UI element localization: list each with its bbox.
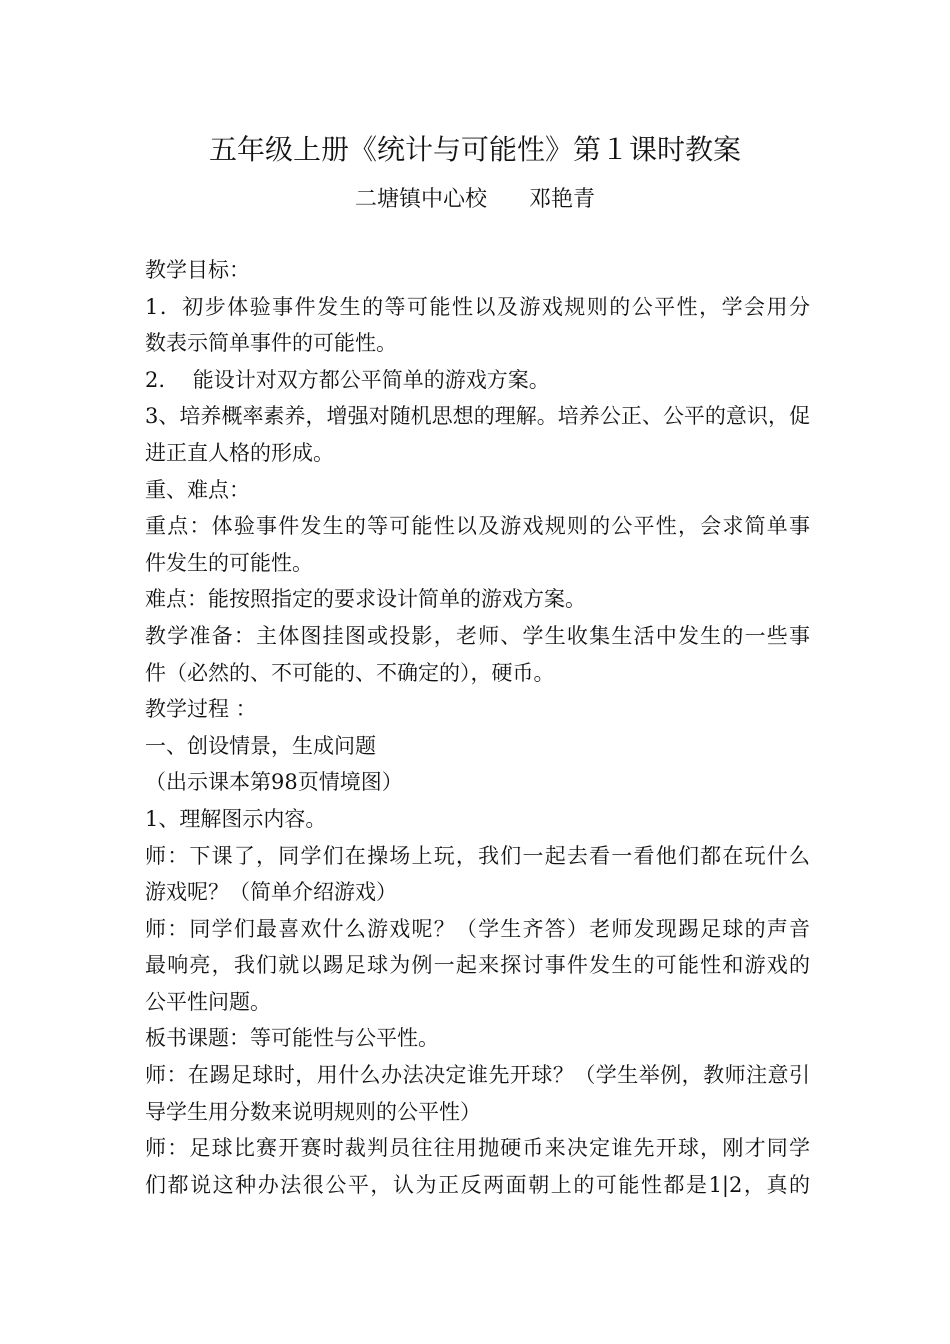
- text-line: 师：同学们最喜欢什么游戏呢？（学生齐答）老师发现踢足球的声音: [145, 916, 810, 941]
- text-line: 进正直人格的形成。: [145, 440, 334, 465]
- text-line: 师：足球比赛开赛时裁判员往往用抛硬币来决定谁先开球，刚才同学: [145, 1136, 810, 1161]
- text-line: 师：在踢足球时，用什么办法决定谁先开球？（学生举例，教师注意引: [145, 1063, 810, 1088]
- text-line: 1．初步体验事件发生的等可能性以及游戏规则的公平性，学会用分: [145, 294, 810, 319]
- text-line: 难点：能按照指定的要求设计简单的游戏方案。: [145, 587, 586, 612]
- text-line: 1、理解图示内容。: [145, 806, 327, 831]
- text-line: 3、培养概率素养，增强对随机思想的理解。培养公正、公平的意识，促: [145, 404, 810, 429]
- document-body: [145, 252, 810, 1203]
- text-line: 教学准备：主体图挂图或投影，老师、学生收集生活中发生的一些事: [145, 623, 810, 648]
- text-line: 游戏呢？（简单介绍游戏）: [145, 880, 397, 905]
- text-line: 公平性问题。: [145, 989, 271, 1014]
- text-line: 重、难点：: [145, 477, 250, 502]
- text-line: 们都说这种办法很公平，认为正反两面朝上的可能性都是1|2，真的: [145, 1172, 810, 1197]
- document-title: 五年级上册《统计与可能性》第１课时教案: [208, 133, 741, 166]
- author-line: 二塘镇中心校 邓艳青: [355, 187, 595, 212]
- text-line: 板书课题：等可能性与公平性。: [145, 1026, 439, 1051]
- text-line: 重点：体验事件发生的等可能性以及游戏规则的公平性，会求简单事: [145, 514, 810, 539]
- text-line: 数表示简单事件的可能性。: [145, 331, 397, 356]
- text-line: 2. 能设计对双方都公平简单的游戏方案。: [145, 367, 550, 392]
- text-line: 件发生的可能性。: [145, 550, 313, 575]
- text-line: 件（必然的、不可能的、不确定的），硬币。: [145, 660, 555, 685]
- text-line: 教学目标：: [145, 258, 250, 282]
- text-line: 导学生用分数来说明规则的公平性）: [145, 1099, 481, 1124]
- text-line: 最响亮，我们就以踢足球为例一起来探讨事件发生的可能性和游戏的: [145, 953, 810, 978]
- text-line: （出示课本第98页情境图）: [145, 770, 403, 795]
- text-line: 一、创设情景，生成问题: [145, 733, 376, 758]
- text-line: 教学过程 ：: [145, 697, 257, 722]
- text-line: 师：下课了，同学们在操场上玩，我们一起去看一看他们都在玩什么: [145, 843, 810, 868]
